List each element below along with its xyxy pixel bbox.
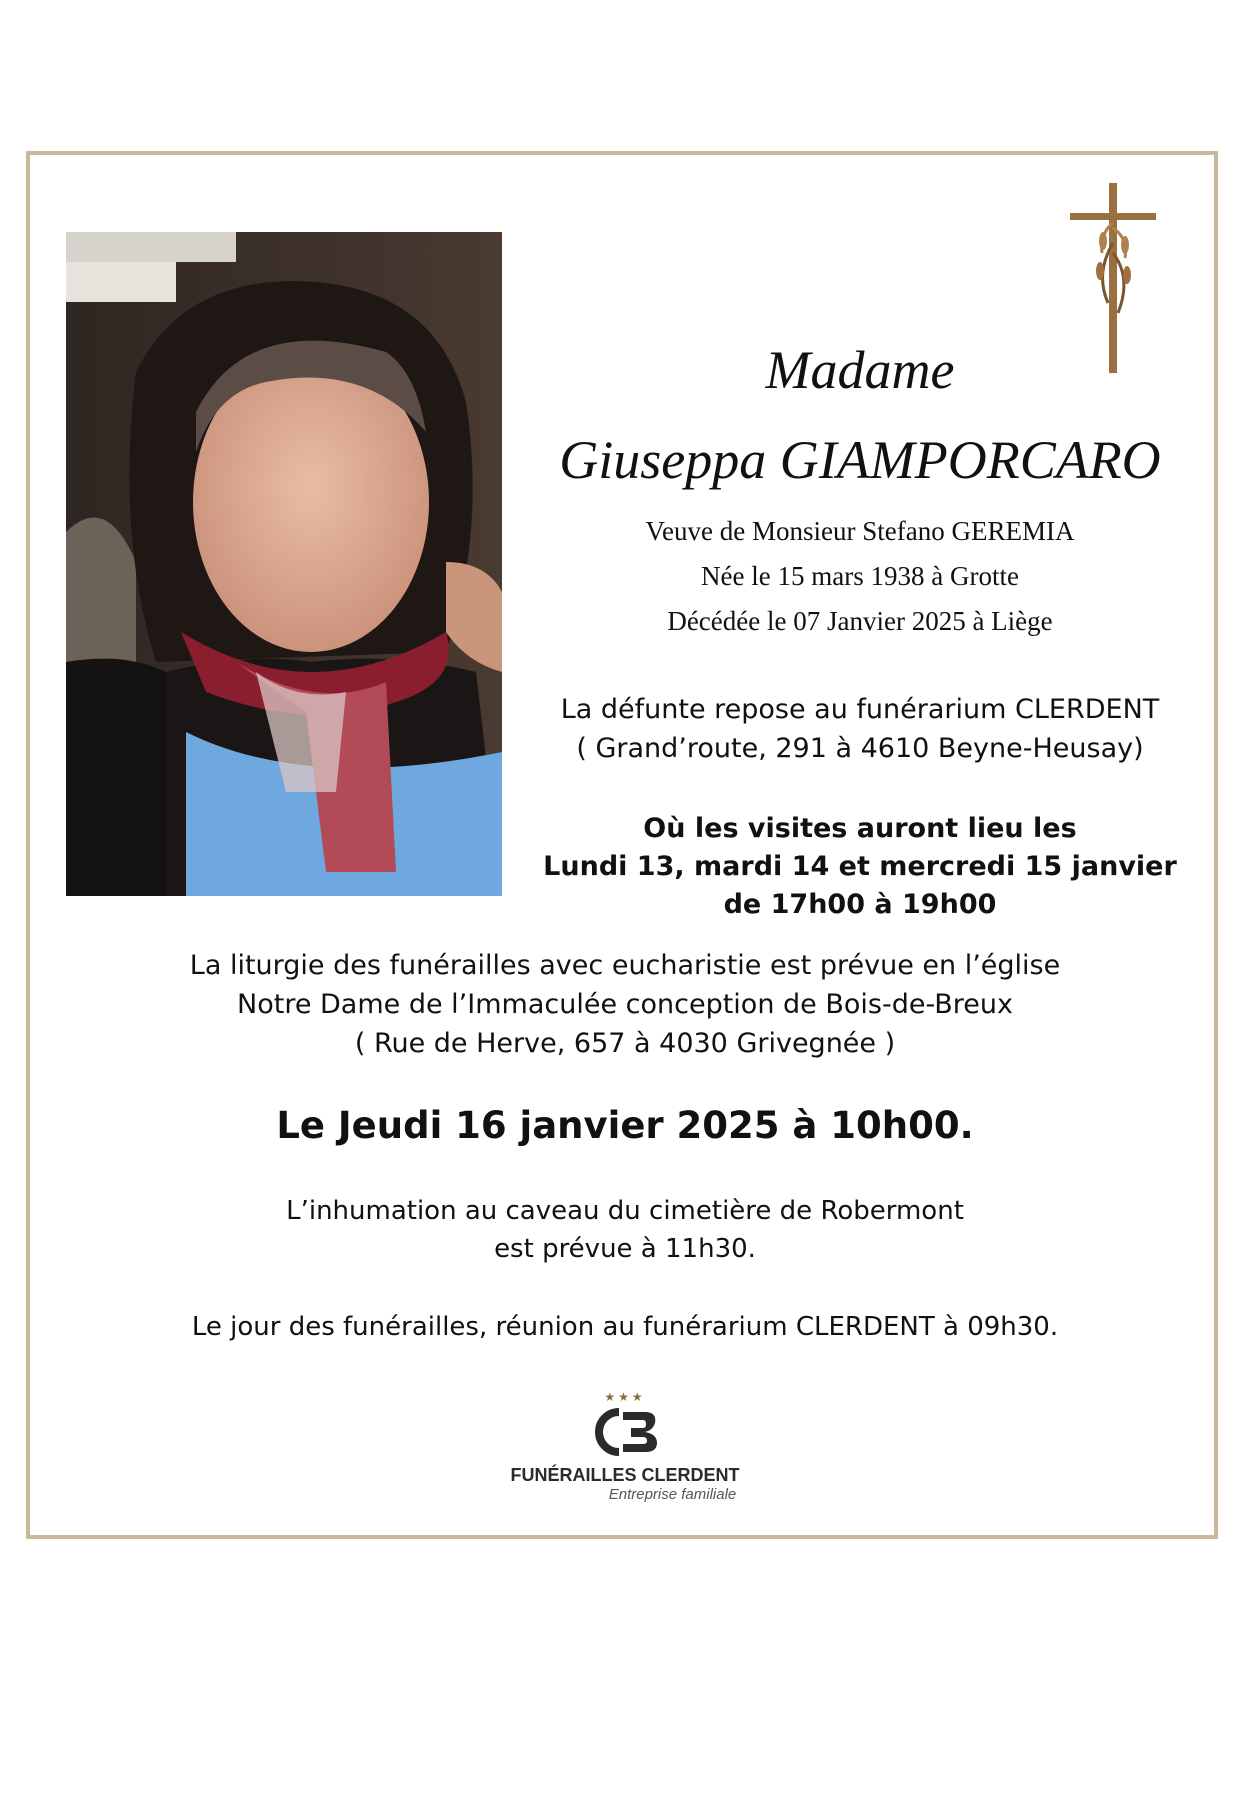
- logo-stars: ★★★: [604, 1390, 646, 1404]
- logo-tagline: Entreprise familiale: [608, 1486, 737, 1503]
- repose-line-1: La défunte repose au funérarium CLERDENT: [560, 694, 1160, 725]
- visits-line-1: Où les visites auront lieu les: [643, 813, 1077, 844]
- liturgy-line-1: La liturgie des funérailles avec eucharistie est prévue en l’église: [189, 950, 1061, 981]
- repose-line-2: ( Grand’route, 291 à 4610 Beyne-Heusay): [576, 733, 1144, 764]
- deceased-name: Giuseppa GIAMPORCARO: [559, 430, 1161, 490]
- notice-title: Madame: [765, 340, 955, 400]
- ceremony-date: Le Jeudi 16 janvier 2025 à 10h00.: [276, 1104, 974, 1147]
- burial-line-2: est prévue à 11h30.: [494, 1234, 756, 1264]
- meeting-line: Le jour des funérailles, réunion au funérarium CLERDENT à 09h30.: [191, 1312, 1059, 1342]
- liturgy-line-3: ( Rue de Herve, 657 à 4030 Grivegnée ): [354, 1028, 896, 1059]
- birth-line: Née le 15 mars 1938 à Grotte: [701, 561, 1019, 591]
- company-logo: [475, 1390, 775, 1515]
- liturgy-line-2: Notre Dame de l’Immaculée conception de Bois-de-Breux: [237, 989, 1013, 1020]
- visits-line-2: Lundi 13, mardi 14 et mercredi 15 janvier: [543, 851, 1177, 882]
- death-line: Décédée le 07 Janvier 2025 à Liège: [667, 606, 1053, 636]
- portrait-photo: [66, 232, 502, 896]
- widow-line: Veuve de Monsieur Stefano GEREMIA: [645, 516, 1075, 546]
- c3-logo-icon: [589, 1406, 661, 1458]
- cross-with-wheat-icon: [1070, 183, 1156, 373]
- burial-line-1: L’inhumation au caveau du cimetière de Robermont: [286, 1196, 964, 1226]
- logo-name: FUNÉRAILLES CLERDENT: [510, 1465, 740, 1485]
- visits-line-3: de 17h00 à 19h00: [723, 889, 997, 920]
